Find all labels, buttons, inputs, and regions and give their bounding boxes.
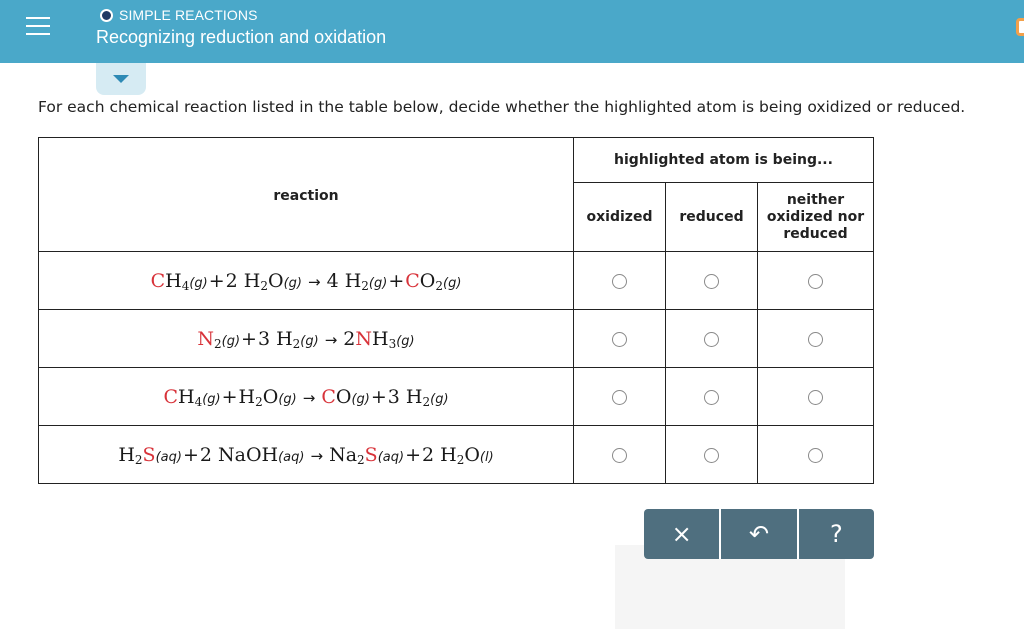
reduced-radio[interactable] (704, 390, 719, 405)
table-row (39, 426, 874, 484)
neither-radio[interactable] (808, 332, 823, 347)
neither-radio[interactable] (808, 274, 823, 289)
clear-button[interactable] (644, 509, 719, 559)
question-prompt: For each chemical reaction listed in the table below, decide whether the highlighted atom is being oxidized or reduced. (38, 98, 966, 116)
reaction-equation: C H $_4$ (g) + 2 H $_2$ O (g) → 4 H $_2$ (g) + C O $_2$ (g) (39, 252, 574, 310)
neither-radio[interactable] (808, 390, 823, 405)
answer-toolbar (644, 509, 874, 559)
reaction-equation: N $_2$ (g) + 3 H $_2$ (g) → 2 N H $_3$ (g) (39, 310, 574, 368)
lesson-title: Recognizing reduction and oxidation (96, 27, 387, 47)
topic-label: SIMPLE REACTIONS (119, 7, 258, 23)
top-bar (0, 0, 1024, 63)
reduced-radio[interactable] (704, 332, 719, 347)
chevron-down-icon (113, 75, 129, 83)
menu-icon[interactable] (26, 14, 50, 38)
close-icon: × (671, 520, 692, 548)
reaction-table (38, 137, 874, 484)
undo-button[interactable] (719, 509, 796, 559)
reaction-column-header: reaction (39, 138, 574, 252)
table-row (39, 252, 874, 310)
group-header: highlighted atom is being... (574, 138, 874, 183)
neither-radio[interactable] (808, 448, 823, 463)
collapse-toggle[interactable] (96, 63, 146, 95)
oxidized-radio[interactable] (612, 390, 627, 405)
reaction-equation: H $_2$ S (aq) + 2 NaOH (aq) → Na $_2$ S (aq) + 2 H $_2$ O (l) (39, 426, 574, 484)
table-row (39, 310, 874, 368)
oxidized-radio[interactable] (612, 332, 627, 347)
oxidized-radio[interactable] (612, 448, 627, 463)
progress-dot-icon (100, 9, 113, 22)
side-panel-tab[interactable] (1016, 18, 1024, 36)
neither-column-header: neither oxidized nor reduced (758, 183, 874, 252)
oxidized-radio[interactable] (612, 274, 627, 289)
help-button[interactable] (797, 509, 874, 559)
help-icon: ? (829, 520, 843, 548)
reduced-radio[interactable] (704, 274, 719, 289)
reduced-column-header: reduced (666, 183, 758, 252)
oxidized-column-header: oxidized (574, 183, 666, 252)
undo-icon: ↶ (748, 520, 770, 548)
topic-row (100, 7, 258, 23)
table-row (39, 368, 874, 426)
reaction-equation: C H $_4$ (g) + H $_2$ O (g) → C O (g) + 3 H $_2$ (g) (39, 368, 574, 426)
reduced-radio[interactable] (704, 448, 719, 463)
